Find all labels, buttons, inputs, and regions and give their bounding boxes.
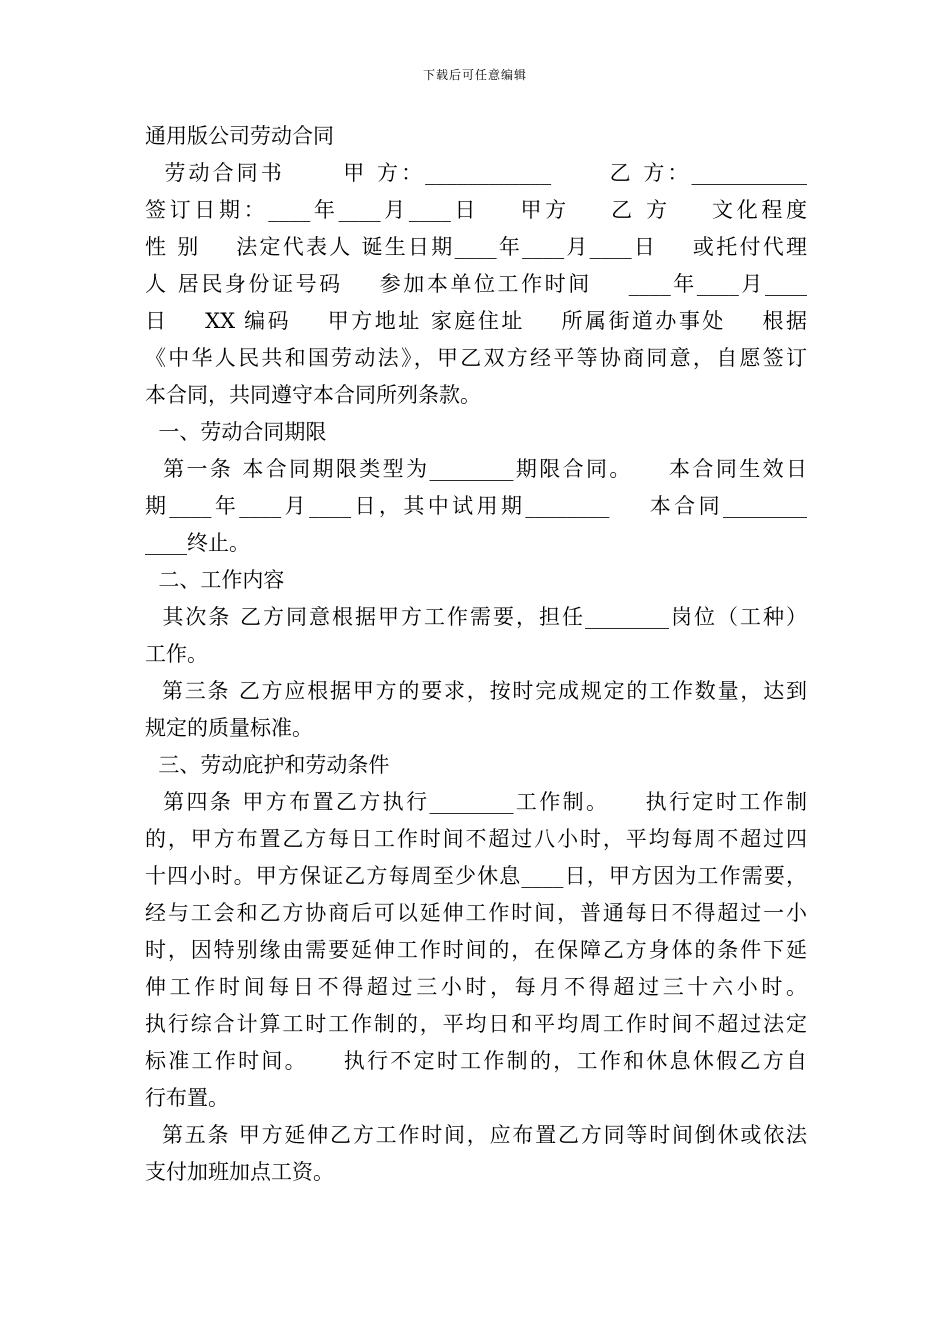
text-line: 的，甲方布置乙方每日工作时间不超过八小时，平均每周不超过四 [145, 827, 807, 851]
text-line: 时，因特别缘由需要延伸工作时间的，在保障乙方身体的条件下延 [145, 938, 807, 962]
text-line: ____终止。 [145, 531, 250, 555]
text-line: 本合同，共同遵守本合同所列条款。 [145, 383, 481, 407]
text-line: 第四条 甲方布置乙方执行________工作制。 执行定时工作制 [145, 790, 807, 814]
text-line: 第一条 本合同期限类型为________期限合同。 本合同生效日 [145, 457, 807, 481]
text-line: 性 别 法定代表人 诞生日期____年____月____日 或托付代理 [145, 235, 807, 259]
text-line: 标准工作时间。 执行不定时工作制的，工作和休息休假乙方自 [145, 1049, 807, 1073]
text-line: 工作。 [145, 642, 208, 666]
text-line: 人 居民身份证号码 参加本单位工作时间 ____年____月____ [145, 272, 807, 296]
text-line: 二、工作内容 [145, 568, 285, 592]
text-line: 签订日期：____年____月____日 甲方 乙 方 文化程度 [145, 198, 807, 222]
text-line: 规定的质量标准。 [145, 716, 313, 740]
text-line: 支付加班加点工资。 [145, 1160, 334, 1184]
paragraph-lines [145, 155, 807, 1191]
text-line: 第五条 甲方延伸乙方工作时间，应布置乙方同等时间倒休或依法 [145, 1123, 807, 1147]
text-line: 经与工会和乙方协商后可以延伸工作时间，普通每日不得超过一小 [145, 901, 807, 925]
text-line: 行布置。 [145, 1086, 229, 1110]
text-line: 执行综合计算工时工作制的，平均日和平均周工作时间不超过法定 [145, 1012, 807, 1036]
text-line: 伸工作时间每日不得超过三小时，每月不得超过三十六小时。 [145, 975, 807, 999]
text-line: 其次条 乙方同意根据甲方工作需要，担任________岗位（工种） [145, 605, 807, 629]
text-line: 劳动合同书 甲 方：____________ 乙 方：___________ [145, 161, 807, 185]
document-title: 通用版公司劳动合同 [145, 124, 334, 148]
document-body [145, 118, 807, 1191]
text-line: 日 XX 编码 甲方地址 家庭住址 所属街道办事处 根据 [145, 309, 807, 333]
text-line: 第三条 乙方应根据甲方的要求，按时完成规定的工作数量，达到 [145, 679, 807, 703]
text-line: 三、劳动庇护和劳动条件 [145, 753, 390, 777]
text-line: 十四小时。甲方保证乙方每周至少休息____日，甲方因为工作需要， [145, 864, 807, 888]
text-line: 《中华人民共和国劳动法》，甲乙双方经平等协商同意，自愿签订 [145, 346, 807, 370]
text-line: 期____年____月____日，其中试用期________ 本合同________ [145, 494, 807, 518]
header-note: 下载后可任意编辑 [422, 68, 527, 82]
text-line: 一、劳动合同期限 [145, 420, 327, 444]
